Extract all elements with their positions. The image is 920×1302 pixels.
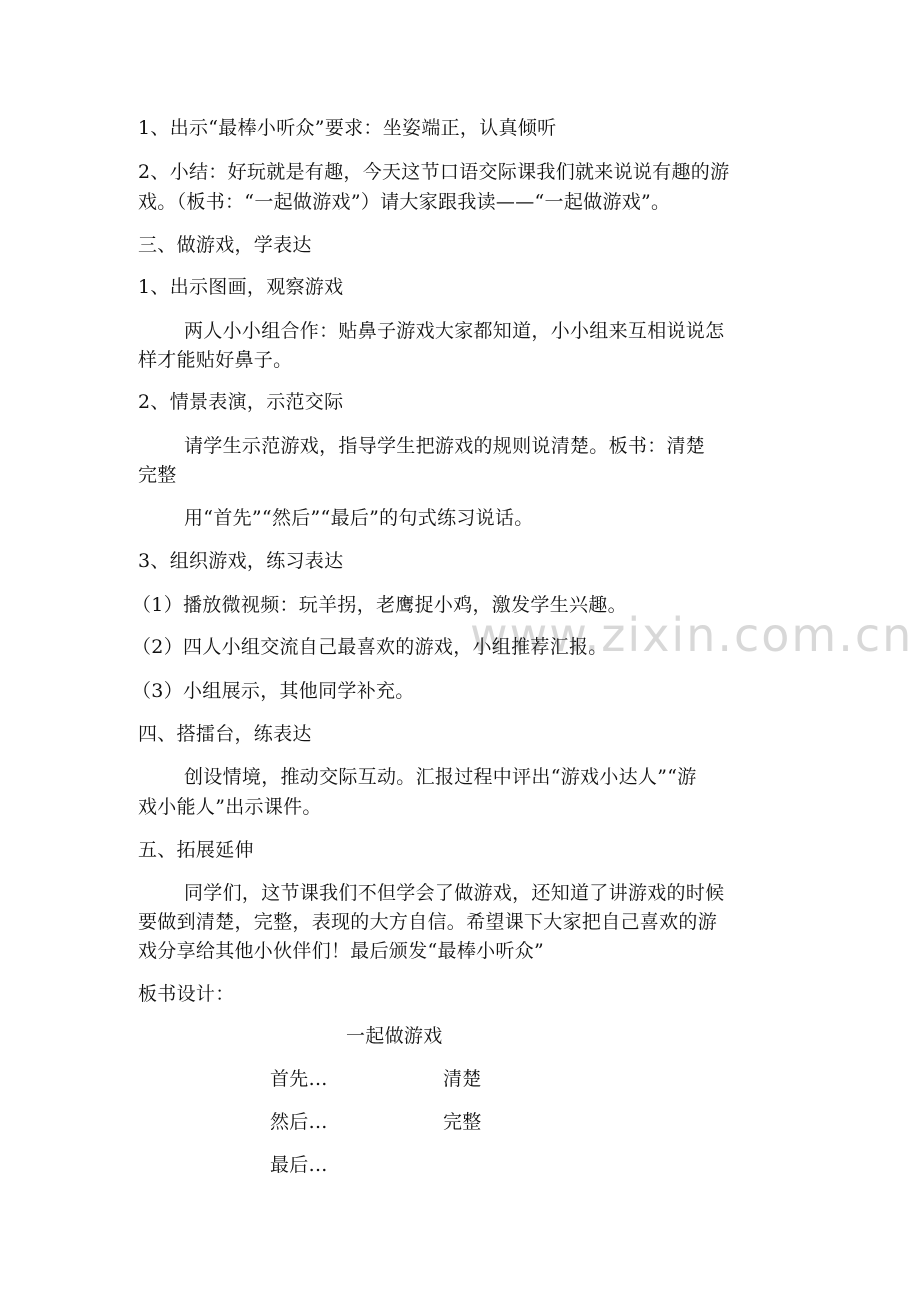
board-right-item: 完整 [443,1111,482,1133]
watermark: www.zixin.com.cn [470,608,914,662]
text-line: 2、小结：好玩就是有趣，今天这节口语交际课我们就来说说有趣的游 [138,161,730,183]
text-line: 戏小能人”出示课件。 [138,796,322,818]
text-line: 要做到清楚，完整，表现的大方自信。希望课下大家把自己喜欢的游 [138,911,718,933]
text-line: 样才能贴好鼻子。 [138,349,293,371]
subsection-heading: 3、组织游戏，练习表达 [138,550,344,572]
board-design-heading: 板书设计： [138,983,235,1005]
text-line: 同学们，这节课我们不但学会了做游戏，还知道了讲游戏的时候 [184,882,725,904]
board-left-item: 首先... [270,1068,328,1090]
list-item: （2）四人小组交流自己最喜欢的游戏，小组推荐汇报。 [132,636,608,658]
board-title: 一起做游戏 [346,1025,443,1047]
text-line: 戏。（板书：“一起做游戏”）请大家跟我读——“一起做游戏”。 [138,191,671,213]
text-line: 两人小小组合作：贴鼻子游戏大家都知道，小小组来互相说说怎 [184,320,725,342]
section-heading: 五、拓展延伸 [138,839,254,861]
section-heading: 三、做游戏，学表达 [138,234,312,256]
list-item: （1）播放微视频：玩羊拐，老鹰捉小鸡，激发学生兴趣。 [132,594,627,616]
board-left-item: 最后... [270,1154,328,1176]
section-heading: 四、搭擂台，练表达 [138,723,312,745]
board-left-item: 然后... [270,1111,328,1133]
subsection-heading: 1、出示图画，观察游戏 [138,276,344,298]
subsection-heading: 2、情景表演，示范交际 [138,391,344,413]
text-line: 请学生示范游戏，指导学生把游戏的规则说清楚。板书：清楚 [184,435,706,457]
list-item: （3）小组展示，其他同学补充。 [132,680,415,702]
board-right-item: 清楚 [443,1068,482,1090]
text-line: 用“首先”“然后”“最后”的句式练习说话。 [184,507,534,529]
text-line: 创设情境，推动交际互动。汇报过程中评出“游戏小达人”“游 [184,766,697,788]
text-line: 戏分享给其他小伙伴们！最后颁发“最棒小听众” [138,940,545,962]
text-line: 完整 [138,464,177,486]
text-line: 1、出示“最棒小听众”要求：坐姿端正，认真倾听 [138,117,557,139]
